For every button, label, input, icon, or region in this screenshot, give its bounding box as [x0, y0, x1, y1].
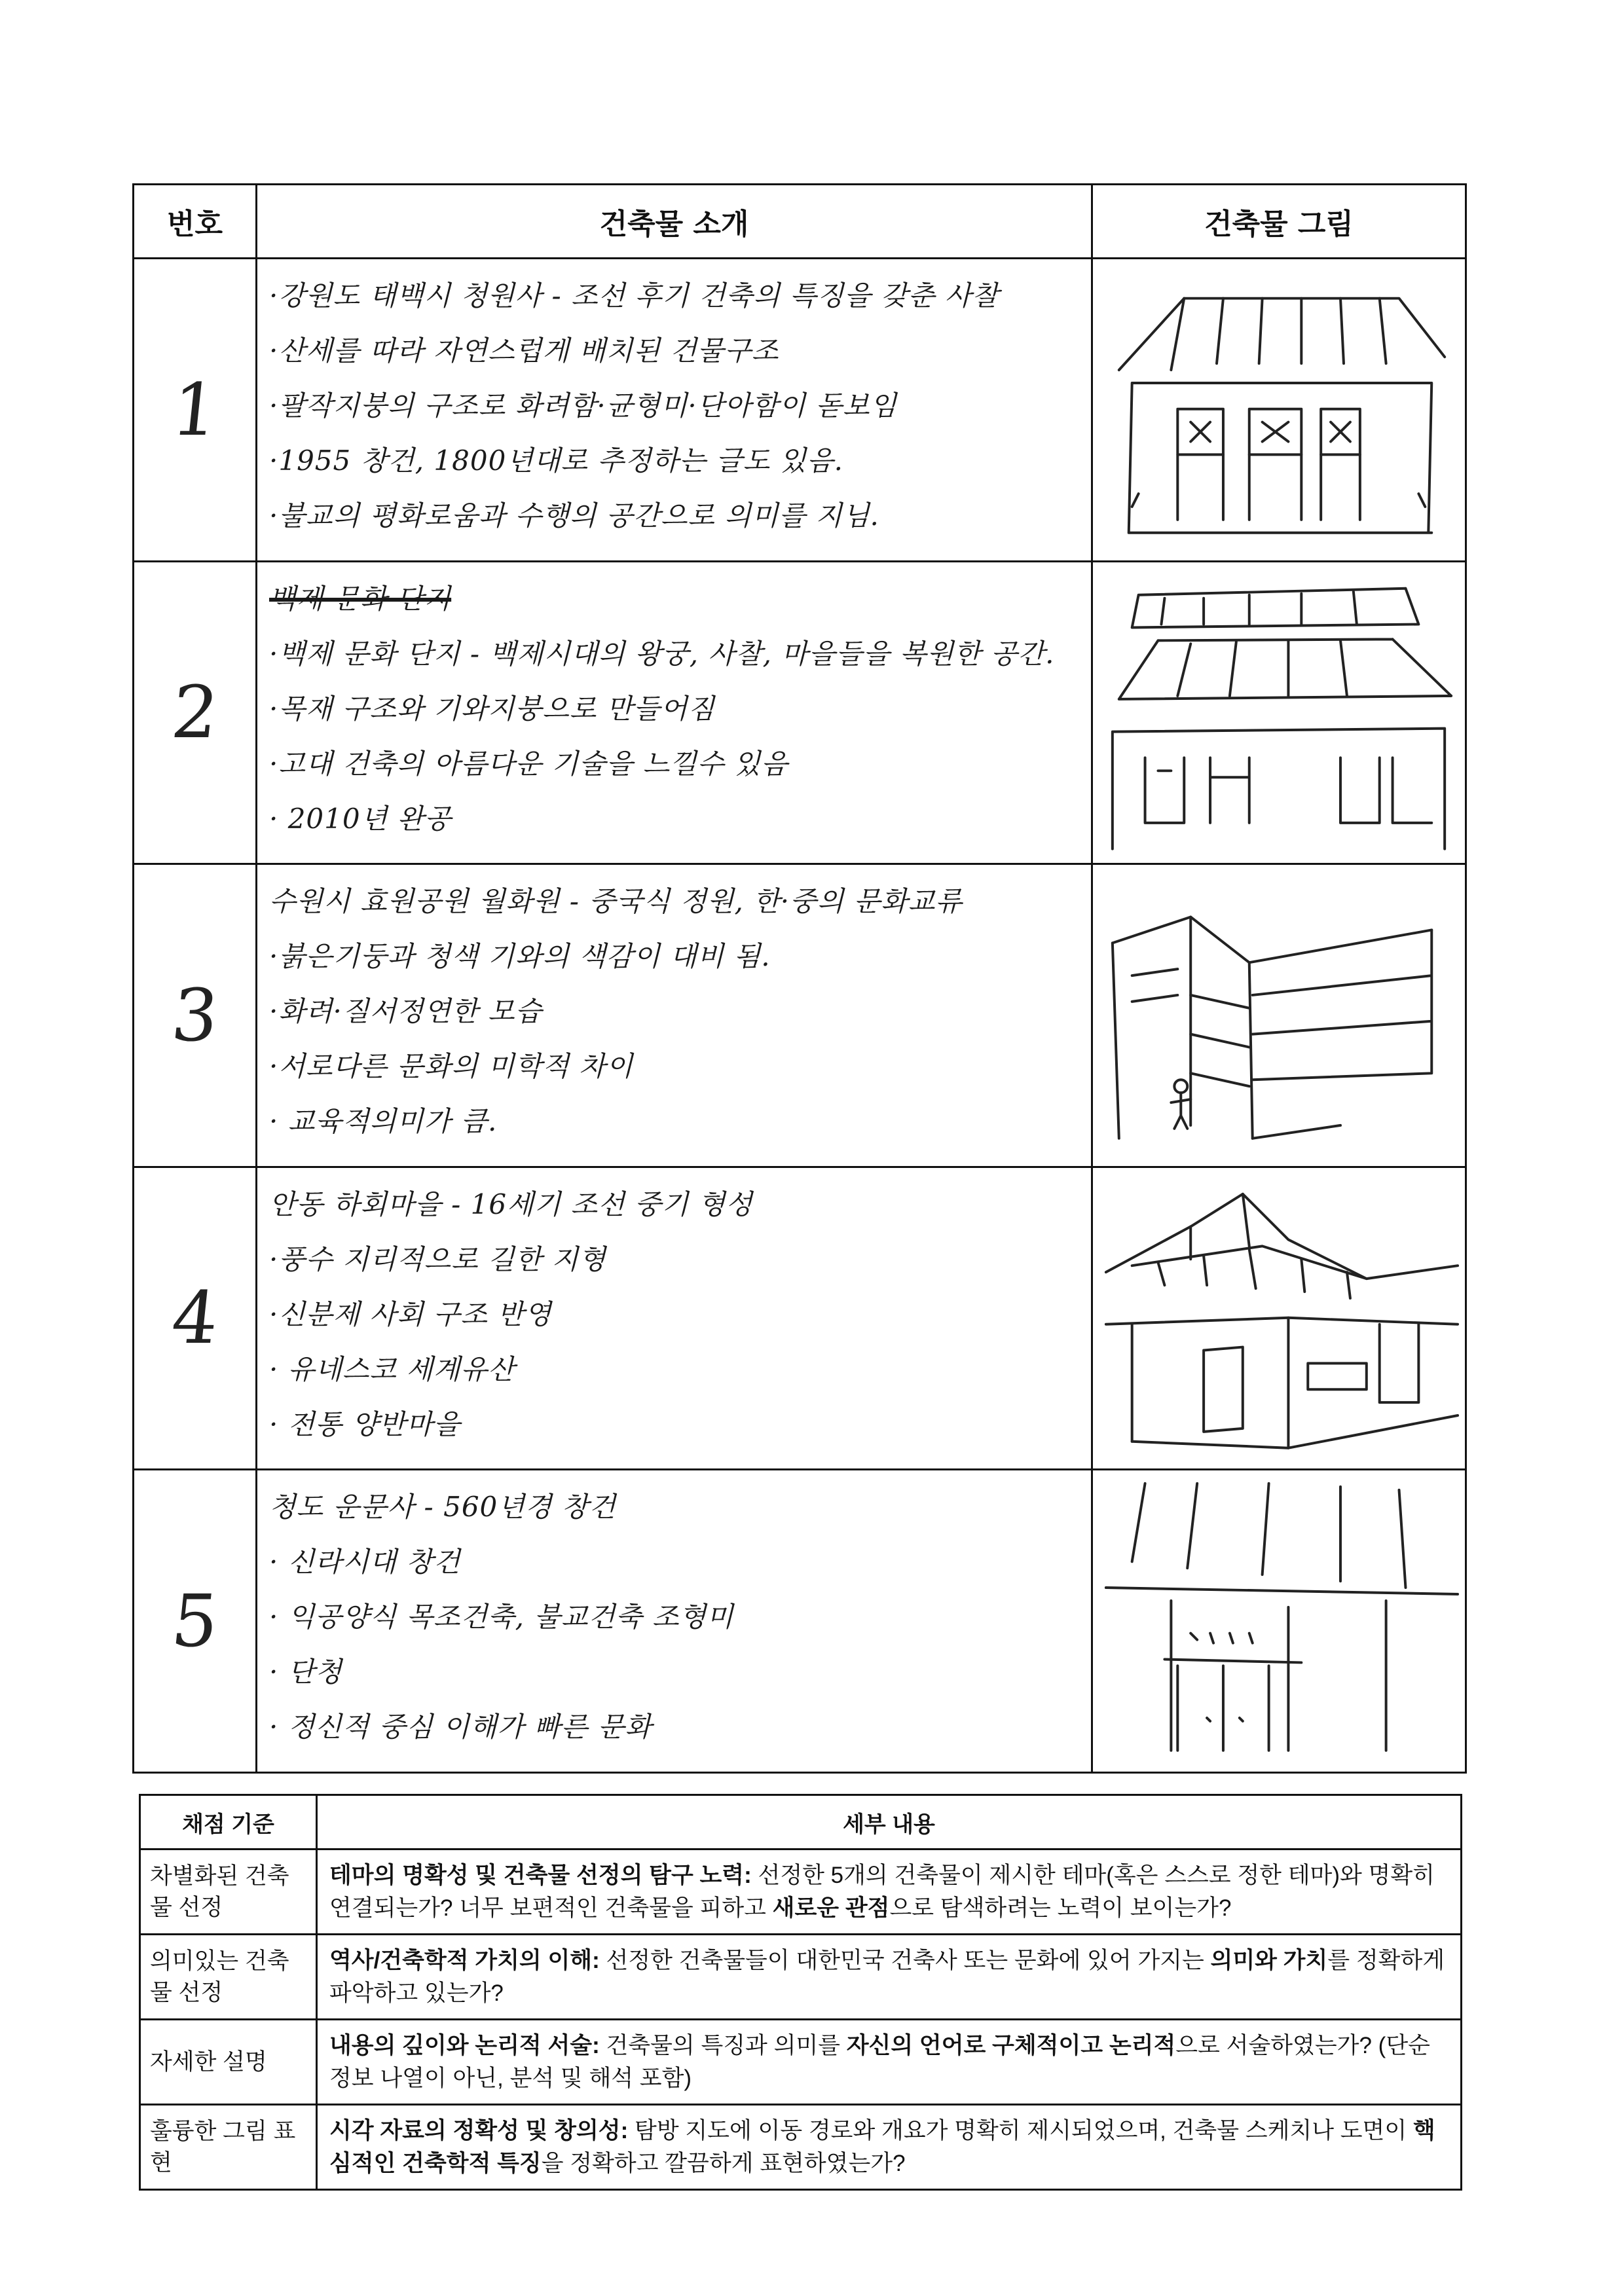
- rubric-table: [139, 1794, 1462, 2191]
- rubric-row: [140, 1935, 1462, 2020]
- rubric-criteria: 차별화된 건축물 선정: [140, 1850, 317, 1935]
- rubric-detail-text: 를 정확하게 파악하고 있는가?: [329, 1947, 1445, 2006]
- intro-line: · 유네스코 세계유산: [269, 1353, 515, 1385]
- rubric-detail-heading: 시각 자료의 정확성 및 창의성:: [329, 2117, 629, 2143]
- rubric-detail-text: 으로 탐색하려는 노력이 보이는가?: [889, 1895, 1232, 1921]
- intro-list: [269, 874, 1079, 1149]
- rubric-detail-heading: 역사/건축학적 가치의 이해:: [329, 1947, 600, 1973]
- rubric-header-row: [140, 1795, 1462, 1850]
- row-number: 3: [167, 973, 223, 1057]
- intro-line: ·강원도 태백시 청원사 - 조선 후기 건축의 특징을 갖춘 사찰: [269, 280, 999, 312]
- table-row: [134, 1167, 1466, 1470]
- garden-pavilion-sketch-3: [1093, 865, 1465, 1166]
- intro-list: [269, 268, 1079, 543]
- rubric-detail: [317, 1935, 1462, 2020]
- intro-list: [269, 1480, 1079, 1755]
- row-number: 4: [167, 1276, 223, 1360]
- header-number: 번호: [134, 185, 257, 259]
- rubric-detail: [317, 1850, 1462, 1935]
- intro-line-crossed-out: 백제 문화 단지: [269, 582, 452, 615]
- rubric-detail-text: 탐방 지도에 이동 경로와 개요가 명확히 제시되었으며, 건축물 스케치나 도면이: [628, 2117, 1413, 2143]
- intro-line: ·고대 건축의 아름다운 기술을 느낄수 있음: [269, 747, 788, 780]
- rubric-detail: [317, 2105, 1462, 2190]
- rubric-detail-text: 건축물의 특징과 의미를: [599, 2032, 847, 2058]
- intro-line: 청도 운문사 - 560년경 창건: [269, 1491, 616, 1523]
- rubric-criteria: 자세한 설명: [140, 2020, 317, 2105]
- rubric-criteria: 훌륭한 그림 표현: [140, 2105, 317, 2190]
- architecture-table: [132, 183, 1467, 1774]
- intro-line: · 익공양식 목조건축, 불교건축 조형미: [269, 1601, 734, 1633]
- temple-sketch-5: [1093, 1470, 1465, 1772]
- rubric-row: [140, 1850, 1462, 1935]
- intro-list: [269, 1177, 1079, 1452]
- intro-line: · 단청: [269, 1656, 342, 1688]
- rubric-detail-emphasis: 자신의 언어로 구체적이고 논리적: [846, 2032, 1176, 2058]
- rubric-detail: [317, 2020, 1462, 2105]
- intro-line: ·화려·질서정연한 모습: [269, 995, 543, 1028]
- intro-line: ·서로다른 문화의 미학적 차이: [269, 1050, 634, 1083]
- intro-line: · 전통 양반마을: [269, 1408, 461, 1440]
- rubric-header-detail: 세부 내용: [317, 1795, 1462, 1850]
- rubric-detail-text: 선정한 건축물들이 대한민국 건축사 또는 문화에 있어 가지는: [599, 1947, 1211, 1973]
- village-house-sketch-4: [1093, 1168, 1465, 1469]
- intro-line: ·불교의 평화로움과 수행의 공간으로 의미를 지님.: [269, 500, 879, 532]
- rubric-detail-text: 으로 서술하였는가? (단순 정보 나열이 아닌, 분석 및 해석 포함): [329, 2032, 1430, 2091]
- rubric-header-criteria: 채점 기준: [140, 1795, 317, 1850]
- table-row: [134, 259, 1466, 562]
- intro-line: · 교육적의미가 큼.: [269, 1105, 498, 1138]
- rubric-detail-heading: 내용의 깊이와 논리적 서술:: [329, 2032, 600, 2058]
- intro-line: · 정신적 중심 이해가 빠른 문화: [269, 1711, 652, 1743]
- row-number: 5: [167, 1579, 223, 1664]
- intro-line: · 2010년 완공: [269, 802, 452, 835]
- intro-line: · 신라시대 창건: [269, 1546, 461, 1578]
- table-header-row: [134, 185, 1466, 259]
- temple-sketch-1: [1093, 259, 1465, 560]
- intro-line: ·풍수 지리적으로 길한 지형: [269, 1243, 606, 1275]
- table-row: [134, 1470, 1466, 1773]
- intro-line: ·백제 문화 단지 - 백제시대의 왕궁, 사찰, 마을들을 복원한 공간.: [269, 637, 1055, 670]
- palace-sketch-2: [1093, 562, 1465, 864]
- row-number: 2: [167, 670, 223, 755]
- header-intro: 건축물 소개: [257, 185, 1092, 259]
- rubric-detail-emphasis: 의미와 가치: [1210, 1947, 1328, 1973]
- intro-line: ·팔작지붕의 구조로 화려함·균형미·단아함이 돋보임: [269, 390, 898, 422]
- rubric-row: [140, 2105, 1462, 2190]
- rubric-criteria: 의미있는 건축물 선정: [140, 1935, 317, 2020]
- rubric-detail-heading: 테마의 명확성 및 건축물 선정의 탐구 노력:: [329, 1862, 752, 1888]
- table-row: [134, 864, 1466, 1167]
- rubric-detail-text: 선정한 5개의 건축물이 제시한 테마(혹은 스스로 정한 테마)와 명확히 연결되는가? 너무 보편적인 건축물을 피하고: [329, 1862, 1435, 1921]
- row-number: 1: [167, 367, 223, 452]
- rubric-detail-text: 을 정확하고 깔끔하게 표현하였는가?: [541, 2150, 906, 2176]
- rubric-row: [140, 2020, 1462, 2105]
- intro-line: ·목재 구조와 기와지붕으로 만들어짐: [269, 692, 715, 725]
- intro-line: ·붉은기둥과 청색 기와의 색감이 대비 됨.: [269, 940, 771, 973]
- rubric-detail-emphasis: 새로운 관점: [772, 1895, 890, 1921]
- intro-line: 안동 하회마을 - 16세기 조선 중기 형성: [269, 1188, 753, 1220]
- intro-line: ·신분제 사회 구조 반영: [269, 1298, 552, 1330]
- intro-list: [269, 572, 1079, 847]
- header-drawing: 건축물 그림: [1092, 185, 1466, 259]
- intro-line: ·1955 창건, 1800년대로 추정하는 글도 있음.: [269, 445, 844, 477]
- table-row: [134, 561, 1466, 864]
- intro-line: ·산세를 따라 자연스럽게 배치된 건물구조: [269, 335, 779, 367]
- rubric-detail-emphasis: 핵심적인 건축학적 특징: [329, 2117, 1435, 2176]
- intro-line: 수원시 효원공원 월화원 - 중국식 정원, 한·중의 문화교류: [269, 885, 963, 918]
